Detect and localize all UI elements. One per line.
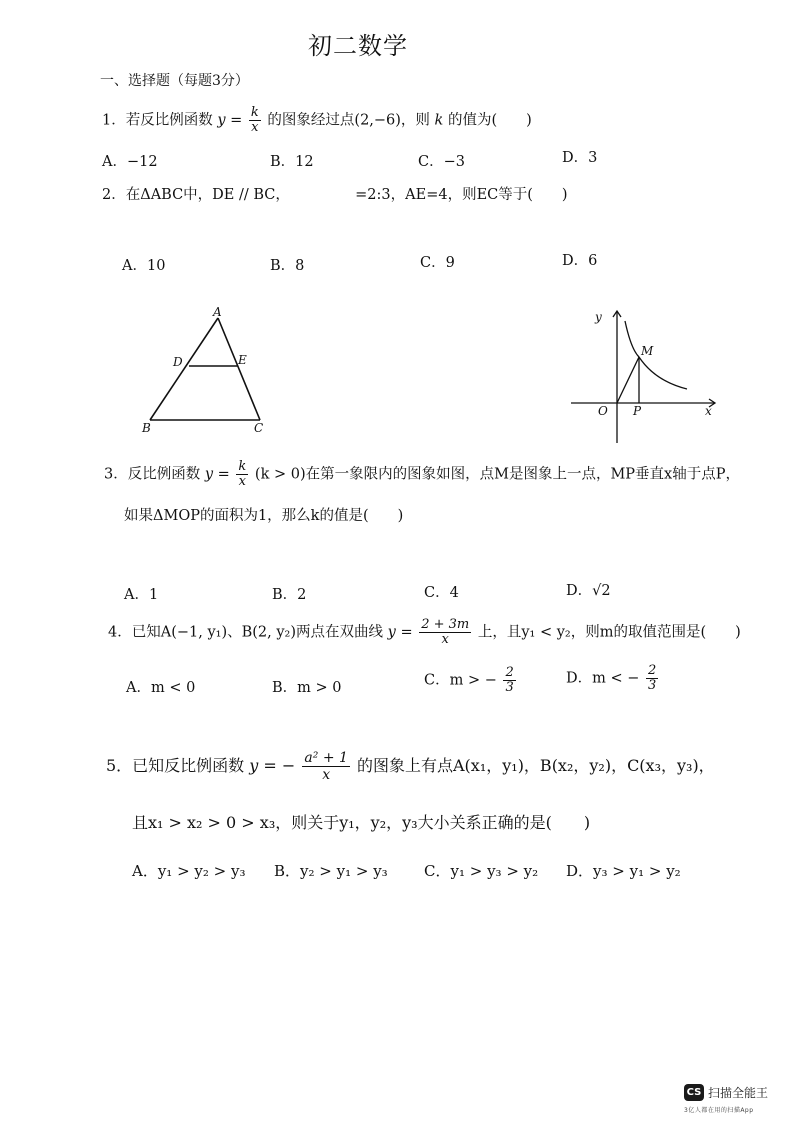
q1-var: k [434,112,444,129]
q4-tail: 上，且y₁ < y₂，则m的取值范围是( ) [477,624,741,641]
segment-om [617,357,639,403]
q4-option-d-den: 3 [648,678,657,693]
q5-fraction [302,750,350,783]
q4-option-a: A．m < 0 [126,680,196,696]
q4-frac-den: x [441,632,449,647]
label-e: E [238,353,247,367]
q2-option-c: C．9 [420,255,455,271]
q3-frac-num: k [238,459,247,474]
label-c: C [254,421,264,435]
q1-option-c: C．−3 [418,154,465,170]
q3-lead: 3．反比例函数 [104,466,201,483]
side-ab [150,318,218,420]
q5-line-2: 且x₁ > x₂ > 0 > x₃，则关于y₁，y₂，y₃大小关系正确的是( ) [132,813,591,832]
q2-option-b: B．8 [270,258,305,274]
question-4 [108,618,741,647]
scanner-app-name: 扫描全能王 [708,1086,769,1100]
q5-frac-den: x [322,767,331,783]
q4-option-c-num: 2 [505,665,514,680]
q3-frac-den: x [238,474,247,489]
q5-frac-num: a² + 1 [304,750,348,766]
q3-option-b: B．2 [272,587,307,603]
q4-option-d-num: 2 [648,663,657,678]
scanner-tagline: 3亿人都在用的扫描App [684,1107,754,1114]
q5-option-d: D．y₃ > y₁ > y₂ [566,862,681,880]
q1-expr-lhs: y = [217,112,243,129]
q1-frac-num: k [250,105,259,120]
q1-frac-den: x [251,120,259,135]
q4-expr-lhs: y = [387,624,413,641]
q1-lead: 1．若反比例函数 [102,112,213,129]
q4-fraction [419,618,471,647]
label-o: O [598,404,608,418]
q3-tail: (k > 0)在第一象限内的图象如图，点M是图象上一点，MP垂直x轴于点P， [254,466,740,483]
q4-option-c [424,666,518,695]
label-d: D [173,355,183,369]
q1-option-a: A．−12 [102,154,158,170]
q5-tail: 的图象上有点A(x₁，y₁)，B(x₂，y₂)，C(x₃，y₃)， [357,756,715,775]
q1-option-d: D．3 [562,150,598,166]
q2-option-d: D．6 [562,253,598,269]
q3-option-c: C．4 [424,585,459,601]
q4-option-c-lead: C．m > − [424,672,497,689]
q4-frac-num: 2 + 3m [421,617,470,632]
hyperbola-curve [625,321,687,389]
label-a: A [213,305,222,319]
q1-end: 的值为( ) [447,112,532,129]
hyperbola-figure [565,305,725,447]
question-2: 2．在ΔABC中，DE // BC， =2:3，AE=4，则EC等于( ) [102,187,568,203]
q3-option-a: A．1 [124,587,159,603]
scanner-watermark [684,1084,768,1101]
triangle-figure [130,300,280,440]
section-heading: 一、选择题（每题3分） [100,73,249,89]
label-y: y [595,310,602,324]
q5-option-c: C．y₁ > y₃ > y₂ [424,862,539,880]
q5-option-b: B．y₂ > y₁ > y₃ [274,862,388,880]
question-5 [106,750,715,783]
label-p: P [633,404,642,418]
q1-tail: 的图象经过点(2,−6)，则 [267,112,430,129]
q1-fraction [249,106,261,135]
q4-option-c-fraction [503,666,515,695]
q2-option-a: A．10 [122,258,166,274]
question-3 [104,460,740,489]
label-x: x [705,404,712,418]
q5-option-a: A．y₁ > y₂ > y₃ [132,862,246,880]
q4-option-b: B．m > 0 [272,680,342,696]
q5-lead: 5．已知反比例函数 [106,756,245,775]
q4-option-d-lead: D．m < − [566,670,640,687]
q3-line-2: 如果ΔMOP的面积为1，那么k的值是( ) [124,508,404,524]
scanner-logo-icon: CS [684,1084,704,1101]
side-ac [218,318,260,420]
page-title: 初二数学 [308,32,408,60]
label-b: B [142,421,151,435]
q4-option-d [566,664,660,693]
q4-option-d-fraction [646,664,658,693]
q1-option-b: B．12 [270,154,314,170]
q3-fraction [236,460,248,489]
q4-option-c-den: 3 [505,680,514,695]
q5-expr-lhs: y = − [249,756,296,775]
question-1 [102,106,532,135]
label-m: M [641,344,654,358]
q3-option-d: D．√2 [566,583,611,599]
q3-expr-lhs: y = [204,466,230,483]
q4-lead: 4．已知A(−1, y₁)、B(2, y₂)两点在双曲线 [108,624,384,641]
